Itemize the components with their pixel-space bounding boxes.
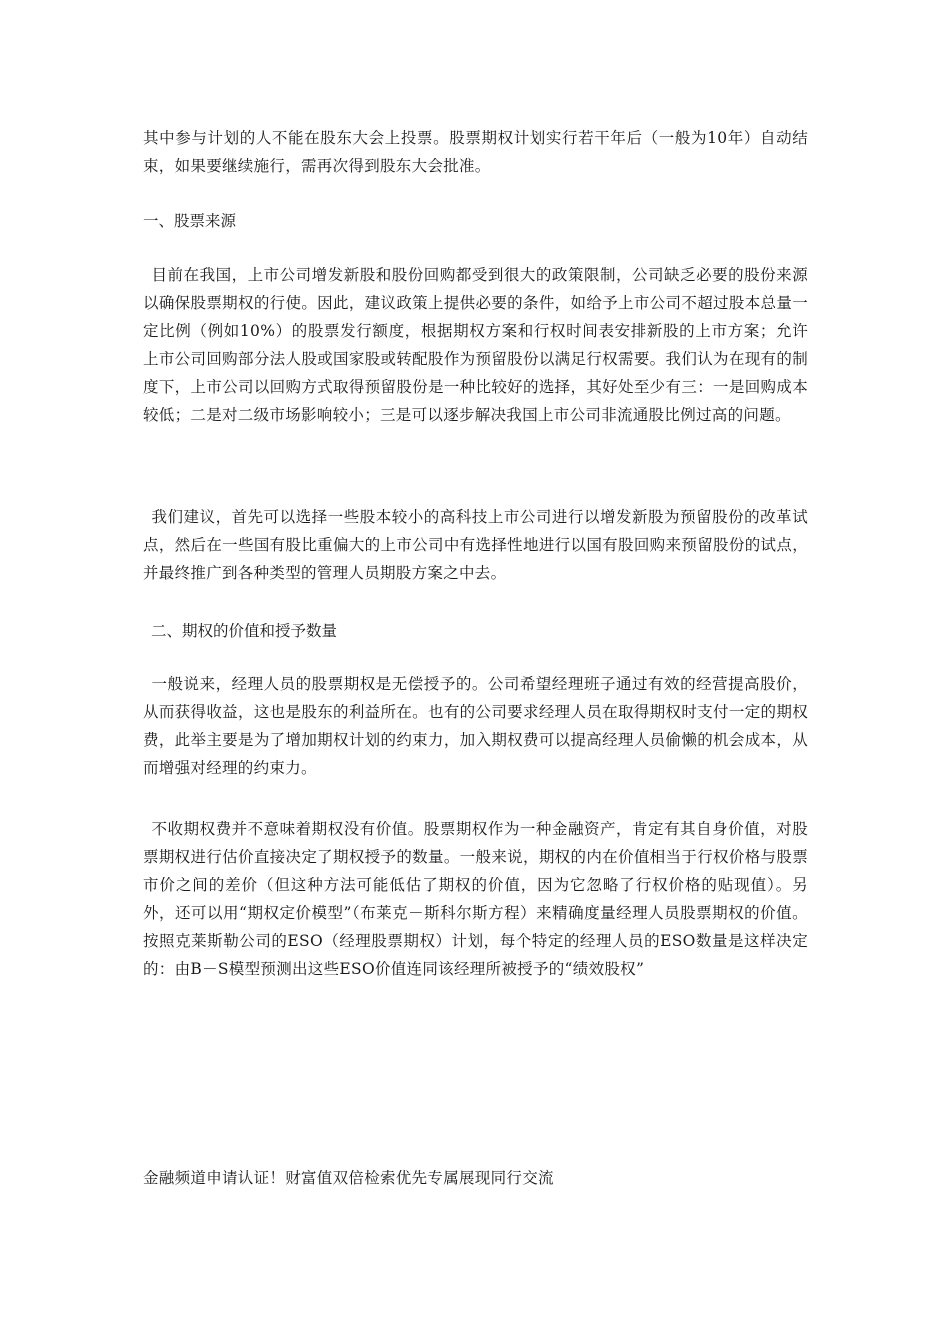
section-2-paragraph-2: 不收期权费并不意味着期权没有价值。股票期权作为一种金融资产，肯定有其自身价值，对股票期权进行估价直接决定了期权授予的数量。一般来说，期权的内在价值相当于行权价格与股票市价之间的差价（但这种方法可能低估了期权的价值，因为它忽略了行权价格的贴现值）。另外，还可以用“期权定价模型”（布莱克－斯科尔斯方程）来精确度量经理人员股票期权的价值。按照克莱斯勒公司的ESO（经理股票期权）计划，每个特定的经理人员的ESO数量是这样决定的：由B－S模型预测出这些ESO价值连同该经理所被授予的“绩效股权”	[143, 820, 808, 978]
intro-paragraph: 其中参与计划的人不能在股东大会上投票。股票期权计划实行若干年后（一般为10年）自动结束，如果要继续施行，需再次得到股东大会批准。	[143, 129, 808, 175]
section-1-paragraph-1: 目前在我国，上市公司增发新股和股份回购都受到很大的政策限制，公司缺乏必要的股份来源以确保股票期权的行使。因此，建议政策上提供必要的条件，如给予上市公司不超过股本总量一定比例（例如10%）的股票发行额度，根据期权方案和行权时间表安排新股的上市方案；允许上市公司回购部分法人股或国家股或转配股作为预留股份以满足行权需要。我们认为在现有的制度下，上市公司以回购方式取得预留股份是一种比较好的选择，其好处至少有三：一是回购成本较低；二是对二级市场影响较小；三是可以逐步解决我国上市公司非流通股比例过高的问题。	[143, 266, 808, 424]
section-2-heading: 二、期权的价值和授予数量	[151, 622, 338, 640]
section-1-paragraph-2: 我们建议，首先可以选择一些股本较小的高科技上市公司进行以增发新股为预留股份的改革试点，然后在一些国有股比重偏大的上市公司中有选择性地进行以国有股回购来预留股份的试点，并最终推广到各种类型的管理人员期股方案之中去。	[143, 508, 808, 582]
section-2-paragraph-1: 一般说来，经理人员的股票期权是无偿授予的。公司希望经理班子通过有效的经营提高股价，从而获得收益，这也是股东的利益所在。也有的公司要求经理人员在取得期权时支付一定的期权费，此举主要是为了增加期权计划的约束力，加入期权费可以提高经理人员偷懒的机会成本，从而增强对经理的约束力。	[143, 675, 808, 777]
footer-promo-text: 金融频道申请认证！财富值双倍检索优先专属展现同行交流	[143, 1169, 554, 1187]
section-1-heading: 一、股票来源	[143, 212, 237, 230]
